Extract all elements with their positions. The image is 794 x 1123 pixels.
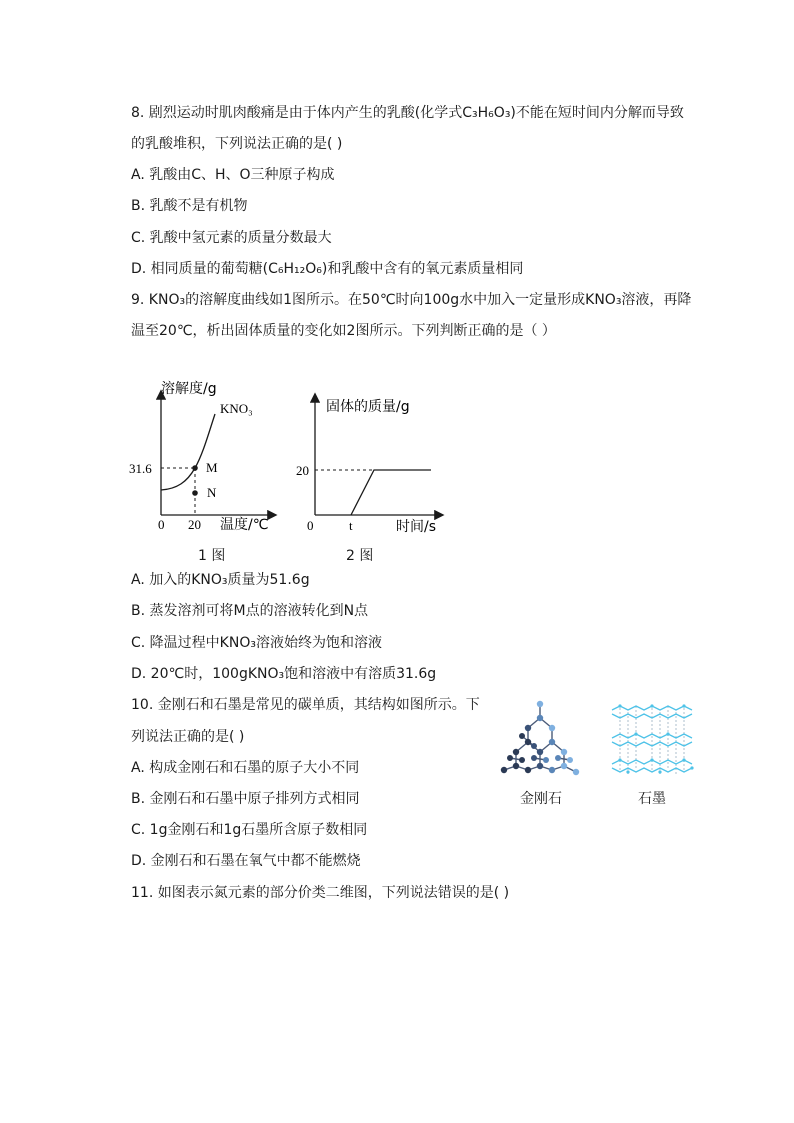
q9-stem-line1: 9. KNO₃的溶解度曲线如1图所示。在50℃时向100g水中加入一定量形成KNO₃溶液，再降: [131, 292, 692, 308]
q8-stem-line2: 的乳酸堆积，下列说法正确的是( ): [131, 136, 343, 152]
fig2-x-label: 时间/s: [396, 519, 437, 535]
q10-option-d: D. 金刚石和石墨在氧气中都不能燃烧: [131, 853, 361, 869]
fig1-kno3-curve: [161, 414, 215, 490]
q9-figure-2: [290, 392, 450, 542]
q8-option-b: B. 乳酸不是有机物: [131, 198, 248, 214]
fig1-caption: 1 图: [198, 548, 226, 564]
fig1-point-m: [192, 465, 198, 471]
fig1-x-label: 温度/℃: [220, 517, 269, 533]
diamond-label: 金刚石: [520, 791, 562, 807]
fig2-y-tick: 20: [296, 463, 309, 478]
q9-option-a: A. 加入的KNO₃质量为51.6g: [131, 572, 310, 588]
fig2-x-tick: t: [349, 518, 353, 533]
fig2-y-label: 固体的质量/g: [326, 399, 410, 415]
q10-stem-line2: 列说法正确的是( ): [131, 729, 245, 745]
q9-option-d: D. 20℃时，100gKNO₃饱和溶液中有溶质31.6g: [131, 666, 437, 682]
graphite-structure-image: [608, 702, 696, 778]
q8-option-c: C. 乳酸中氢元素的质量分数最大: [131, 230, 332, 246]
q9-option-b: B. 蒸发溶剂可将M点的溶液转化到N点: [131, 603, 369, 619]
fig1-origin: 0: [158, 517, 165, 532]
q11-stem-line1: 11. 如图表示氮元素的部分价类二维图，下列说法错误的是( ): [131, 885, 510, 901]
fig1-y-label: 溶解度/g: [161, 381, 217, 397]
q10-stem-line1: 10. 金刚石和石墨是常见的碳单质，其结构如图所示。下: [131, 697, 480, 713]
graphite-label: 石墨: [638, 791, 666, 807]
fig2-caption: 2 图: [346, 548, 374, 564]
q9-option-c: C. 降温过程中KNO₃溶液始终为饱和溶液: [131, 635, 382, 651]
q8-option-a: A. 乳酸由C、H、O三种原子构成: [131, 167, 335, 183]
fig1-x-tick: 20: [188, 517, 201, 532]
fig2-origin: 0: [307, 518, 314, 533]
fig1-y-tick: 31.6: [129, 461, 152, 476]
fig1-point-m-label: M: [206, 460, 218, 475]
diamond-structure-image: [498, 700, 588, 780]
q8-stem-line1: 8. 剧烈运动时肌肉酸痛是由于体内产生的乳酸(化学式C₃H₆O₃)不能在短时间内分解而导致: [131, 105, 684, 121]
q10-option-b: B. 金刚石和石墨中原子排列方式相同: [131, 791, 360, 807]
fig1-series-label: KNO₃: [220, 401, 253, 416]
fig1-point-n-label: N: [207, 485, 217, 500]
q9-figure-1: [125, 372, 285, 542]
q9-stem-line2: 温至20℃，析出固体质量的变化如2图所示。下列判断正确的是（ ）: [131, 323, 556, 339]
q10-option-c: C. 1g金刚石和1g石墨所含原子数相同: [131, 822, 368, 838]
fig2-mass-line: [351, 470, 431, 515]
fig1-point-n: [192, 490, 198, 496]
q8-option-d: D. 相同质量的葡萄糖(C₆H₁₂O₆)和乳酸中含有的氧元素质量相同: [131, 261, 524, 277]
q10-option-a: A. 构成金刚石和石墨的原子大小不同: [131, 760, 360, 776]
